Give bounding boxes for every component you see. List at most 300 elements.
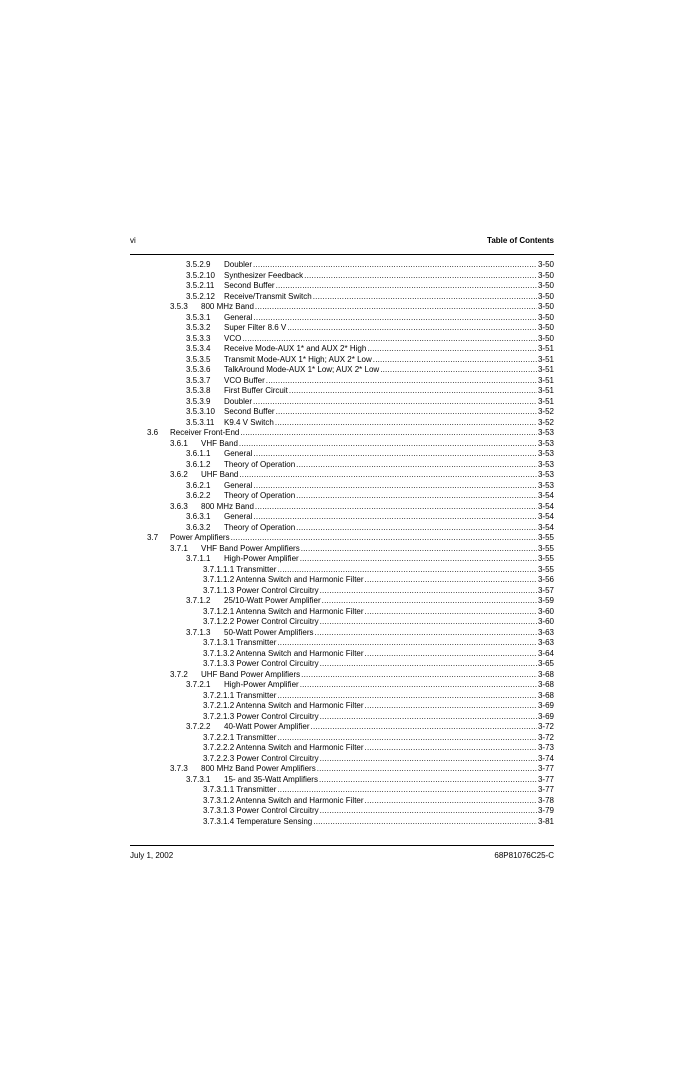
toc-entry[interactable] xyxy=(130,334,554,345)
toc-entry-number: 3.5.3 xyxy=(170,302,188,311)
toc-entry-number: 3.7 xyxy=(147,533,159,542)
toc-dot-leader xyxy=(365,701,537,712)
toc-dot-leader xyxy=(300,680,537,691)
toc-dot-leader xyxy=(317,764,537,775)
toc-entry-number: 3.5.3.9 xyxy=(186,396,211,406)
toc-dot-leader xyxy=(296,491,537,502)
toc-entry-line xyxy=(203,659,554,670)
toc-dot-leader xyxy=(276,281,537,292)
footer-date: July 1, 2002 xyxy=(130,851,174,860)
toc-entry-line xyxy=(224,460,554,471)
toc-entry-page: 3-53 xyxy=(537,449,554,458)
toc-entry-number: 3.7.1.3 xyxy=(186,627,211,637)
toc-entry-page: 3-57 xyxy=(537,585,554,595)
toc-entry-title: UHF Band xyxy=(201,470,239,479)
toc-dot-leader xyxy=(296,460,537,471)
toc-entry[interactable] xyxy=(130,701,554,712)
footer-rule xyxy=(130,845,554,846)
toc-entry-title: Theory of Operation xyxy=(224,491,296,500)
toc-entry-number: 3.5.2.12 xyxy=(186,291,215,301)
toc-entry[interactable] xyxy=(130,764,554,775)
toc-entry[interactable] xyxy=(130,470,554,481)
toc-entry-number: 3.6.2 xyxy=(170,470,188,479)
toc-entry-page: 3-50 xyxy=(537,260,554,269)
toc-entry-page: 3-79 xyxy=(537,806,554,815)
toc-dot-leader xyxy=(313,292,537,303)
toc-entry-title: High-Power Amplifier xyxy=(224,554,299,563)
toc-entry-number: 3.5.3.2 xyxy=(186,323,211,332)
toc-entry-number: 3.5.3.11 xyxy=(186,417,215,427)
toc-dot-leader xyxy=(320,586,537,597)
page-label: vi xyxy=(130,236,136,245)
toc-entry-line xyxy=(224,355,554,366)
toc-entry-title: K9.4 V Switch xyxy=(224,417,274,427)
toc-entry-title: Receiver Front-End xyxy=(170,428,240,437)
toc-dot-leader xyxy=(275,418,537,429)
toc-dot-leader xyxy=(373,355,537,366)
toc-entry[interactable] xyxy=(130,407,554,418)
toc-entry-number: 3.5.2.11 xyxy=(186,281,215,290)
toc-entry-number: 3.6.1.2 xyxy=(186,459,211,469)
toc-entry-title: 3.7.3.1.3 Power Control Circuitry xyxy=(203,806,319,815)
toc-entry-line xyxy=(203,691,554,702)
toc-dot-leader xyxy=(300,554,537,565)
toc-entry-line xyxy=(203,565,554,576)
toc-entry-line xyxy=(224,292,554,303)
toc-entry-title: 800 MHz Band xyxy=(201,501,254,511)
toc-entry-line xyxy=(224,344,554,355)
page-header xyxy=(130,236,554,248)
toc-dot-leader xyxy=(320,617,537,628)
toc-entry[interactable] xyxy=(130,554,554,565)
toc-entry-line xyxy=(224,775,554,786)
toc-entry-line xyxy=(224,418,554,429)
toc-entry[interactable] xyxy=(130,785,554,796)
toc-entry[interactable] xyxy=(130,617,554,628)
toc-entry-page: 3-53 xyxy=(537,470,554,479)
toc-entry-line xyxy=(224,313,554,324)
toc-entry-line xyxy=(224,491,554,502)
toc-dot-leader xyxy=(240,428,537,439)
toc-dot-leader xyxy=(289,386,537,397)
toc-entry-page: 3-52 xyxy=(537,417,554,427)
toc-entry-page: 3-51 xyxy=(537,344,554,353)
toc-entry-title: 3.7.1.2.1 Antenna Switch and Harmonic Filter xyxy=(203,606,364,616)
toc-dot-leader xyxy=(365,743,537,754)
toc-entry-title: 3.7.1.1.1 Transmitter xyxy=(203,564,277,574)
toc-entry[interactable] xyxy=(130,680,554,691)
toc-entry-number: 3.5.2.10 xyxy=(186,270,215,280)
toc-entry-page: 3-77 xyxy=(537,774,554,784)
toc-dot-leader xyxy=(367,344,537,355)
toc-entry[interactable] xyxy=(130,691,554,702)
toc-entry[interactable] xyxy=(130,418,554,429)
toc-entry[interactable] xyxy=(130,428,554,439)
toc-entry-page: 3-53 xyxy=(537,459,554,469)
toc-entry-number: 3.6 xyxy=(147,428,159,437)
toc-entry-line xyxy=(224,386,554,397)
toc-entry-title: 3.7.2.2.3 Power Control Circuitry xyxy=(203,753,319,763)
toc-entry[interactable] xyxy=(130,722,554,733)
toc-entry-title: VHF Band xyxy=(201,438,238,448)
toc-entry-page: 3-51 xyxy=(537,375,554,385)
toc-entry-title: 3.7.3.1.1 Transmitter xyxy=(203,785,277,794)
toc-entry-title: 3.7.2.2.2 Antenna Switch and Harmonic Filter xyxy=(203,743,364,752)
toc-entry-page: 3-51 xyxy=(537,396,554,406)
toc-entry-page: 3-54 xyxy=(537,512,554,521)
toc-entry-number: 3.6.3 xyxy=(170,501,188,511)
toc-entry-page: 3-50 xyxy=(537,281,554,290)
toc-entry-page: 3-52 xyxy=(537,407,554,416)
toc-entry-number: 3.7.1 xyxy=(170,543,188,553)
toc-entry-number: 3.5.3.5 xyxy=(186,354,211,364)
toc-entry-line xyxy=(224,271,554,282)
toc-entry-page: 3-81 xyxy=(537,816,554,826)
toc-dot-leader xyxy=(365,575,537,586)
toc-entry-number: 3.5.3.1 xyxy=(186,312,211,322)
toc-dot-leader xyxy=(239,439,537,450)
toc-entry-title: 3.7.2.2.1 Transmitter xyxy=(203,732,277,742)
toc-entry-number: 3.5.2.9 xyxy=(186,260,211,269)
toc-entry[interactable] xyxy=(130,491,554,502)
toc-entry-page: 3-69 xyxy=(537,701,554,710)
toc-entry-number: 3.7.2 xyxy=(170,669,188,679)
toc-entry[interactable] xyxy=(130,565,554,576)
footer-doc-number: 68P81076C25-C xyxy=(494,851,554,860)
toc-entry[interactable] xyxy=(130,607,554,618)
toc-entry[interactable] xyxy=(130,376,554,387)
toc-entry-line xyxy=(224,523,554,534)
toc-entry-page: 3-55 xyxy=(537,564,554,574)
toc-entry-line xyxy=(224,680,554,691)
toc-entry[interactable] xyxy=(130,271,554,282)
toc-entry-line xyxy=(224,554,554,565)
toc-entry-line xyxy=(224,281,554,292)
toc-entry-line xyxy=(203,817,554,828)
toc-entry[interactable] xyxy=(130,512,554,523)
toc-entry[interactable] xyxy=(130,743,554,754)
toc-entry[interactable] xyxy=(130,365,554,376)
toc-entry-line xyxy=(224,481,554,492)
toc-entry[interactable] xyxy=(130,596,554,607)
toc-entry-title: VCO Buffer xyxy=(224,375,265,385)
toc-entry-title: 25/10-Watt Power Amplifier xyxy=(224,596,321,605)
toc-entry[interactable] xyxy=(130,281,554,292)
toc-entry-title: Second Buffer xyxy=(224,407,275,416)
toc-entry-title: 3.7.3.1.4 Temperature Sensing xyxy=(203,816,313,826)
toc-dot-leader xyxy=(380,365,537,376)
toc-entry-number: 3.6.3.2 xyxy=(186,522,211,532)
toc-dot-leader xyxy=(242,334,537,345)
toc-entry-title: 800 MHz Band xyxy=(201,302,254,311)
toc-entry-title: Receive Mode-AUX 1* and AUX 2* High xyxy=(224,344,367,353)
toc-dot-leader xyxy=(253,512,537,523)
toc-entry-title: Power Amplifiers xyxy=(170,533,230,542)
toc-entry-line xyxy=(201,764,554,775)
toc-entry-title: 3.7.2.1.2 Antenna Switch and Harmonic Filter xyxy=(203,701,364,710)
toc-entry[interactable] xyxy=(130,323,554,334)
toc-entry-number: 3.5.3.8 xyxy=(186,386,211,395)
toc-entry-line xyxy=(224,323,554,334)
toc-entry-line xyxy=(224,376,554,387)
toc-entry-title: 3.7.2.1.1 Transmitter xyxy=(203,690,277,700)
toc-dot-leader xyxy=(365,796,537,807)
toc-entry-line xyxy=(203,638,554,649)
toc-entry-line xyxy=(203,575,554,586)
toc-entry[interactable] xyxy=(130,302,554,313)
toc-entry[interactable] xyxy=(130,386,554,397)
toc-entry-number: 3.5.3.3 xyxy=(186,333,211,343)
toc-entry[interactable] xyxy=(130,439,554,450)
toc-entry-page: 3-54 xyxy=(537,501,554,511)
toc-entry-title: 3.7.1.1.3 Power Control Circuitry xyxy=(203,585,319,595)
toc-entry-title: 800 MHz Band Power Amplifiers xyxy=(201,764,316,773)
toc-entry-page: 3-60 xyxy=(537,617,554,626)
toc-entry[interactable] xyxy=(130,460,554,471)
toc-dot-leader xyxy=(301,670,537,681)
toc-dot-leader xyxy=(287,323,537,334)
toc-entry-line xyxy=(224,397,554,408)
toc-entry-title: VCO xyxy=(224,333,242,343)
toc-entry-line xyxy=(201,544,554,555)
toc-entry-title: 15- and 35-Watt Amplifiers xyxy=(224,774,318,784)
toc-entry-page: 3-68 xyxy=(537,680,554,689)
toc-entry[interactable] xyxy=(130,449,554,460)
toc-dot-leader xyxy=(320,754,537,765)
toc-entry-line xyxy=(201,670,554,681)
toc-dot-leader xyxy=(253,481,537,492)
toc-entry-title: Theory of Operation xyxy=(224,459,296,469)
toc-entry-line xyxy=(224,628,554,639)
toc-dot-leader xyxy=(253,449,537,460)
table-of-contents xyxy=(130,260,554,827)
toc-entry-line xyxy=(203,806,554,817)
toc-entry-line xyxy=(201,502,554,513)
toc-entry[interactable] xyxy=(130,355,554,366)
toc-dot-leader xyxy=(296,523,537,534)
toc-entry-title: Receive/Transmit Switch xyxy=(224,291,312,301)
toc-entry-title: General xyxy=(224,312,253,322)
toc-entry-line xyxy=(203,617,554,628)
toc-entry-title: Transmit Mode-AUX 1* High; AUX 2* Low xyxy=(224,354,372,364)
toc-entry-number: 3.5.3.6 xyxy=(186,365,211,374)
toc-dot-leader xyxy=(277,691,537,702)
toc-dot-leader xyxy=(277,733,537,744)
toc-entry-line xyxy=(224,449,554,460)
toc-entry[interactable] xyxy=(130,659,554,670)
toc-dot-leader xyxy=(239,470,537,481)
toc-entry-number: 3.5.3.10 xyxy=(186,407,215,416)
toc-entry-line xyxy=(170,428,554,439)
toc-entry-title: VHF Band Power Amplifiers xyxy=(201,543,300,553)
toc-entry[interactable] xyxy=(130,523,554,534)
toc-entry-number: 3.7.2.1 xyxy=(186,680,211,689)
toc-dot-leader xyxy=(301,544,537,555)
toc-entry[interactable] xyxy=(130,649,554,660)
toc-dot-leader xyxy=(365,607,537,618)
toc-dot-leader xyxy=(304,271,537,282)
toc-entry-line xyxy=(203,754,554,765)
toc-entry-title: Theory of Operation xyxy=(224,522,296,532)
toc-entry-line xyxy=(224,722,554,733)
toc-dot-leader xyxy=(253,260,537,271)
toc-entry-page: 3-77 xyxy=(537,785,554,794)
toc-entry-page: 3-50 xyxy=(537,270,554,280)
toc-dot-leader xyxy=(277,565,537,576)
toc-entry-title: General xyxy=(224,480,253,490)
toc-entry-line xyxy=(201,302,554,313)
toc-dot-leader xyxy=(276,407,537,418)
toc-entry[interactable] xyxy=(130,502,554,513)
toc-entry-line xyxy=(203,586,554,597)
header-title: Table of Contents xyxy=(487,236,554,245)
toc-entry[interactable] xyxy=(130,712,554,723)
toc-dot-leader xyxy=(255,302,537,313)
page-footer xyxy=(130,851,554,863)
toc-entry[interactable] xyxy=(130,544,554,555)
toc-entry-page: 3-55 xyxy=(537,554,554,563)
toc-entry-page: 3-63 xyxy=(537,627,554,637)
toc-dot-leader xyxy=(320,712,537,723)
toc-entry-number: 3.7.1.1 xyxy=(186,554,211,563)
toc-entry-line xyxy=(203,796,554,807)
toc-entry-line xyxy=(203,733,554,744)
toc-entry[interactable] xyxy=(130,638,554,649)
toc-entry[interactable] xyxy=(130,292,554,303)
toc-entry-line xyxy=(203,712,554,723)
toc-entry-line xyxy=(203,743,554,754)
toc-dot-leader xyxy=(365,649,537,660)
toc-entry-title: Second Buffer xyxy=(224,281,275,290)
toc-entry-number: 3.7.3 xyxy=(170,764,188,773)
toc-entry-page: 3-50 xyxy=(537,302,554,311)
toc-entry-title: 40-Watt Power Amplifier xyxy=(224,722,310,731)
toc-entry[interactable] xyxy=(130,481,554,492)
toc-dot-leader xyxy=(319,775,537,786)
toc-dot-leader xyxy=(253,313,537,324)
toc-entry[interactable] xyxy=(130,796,554,807)
toc-entry-line xyxy=(203,607,554,618)
toc-entry-title: First Buffer Circuit xyxy=(224,386,288,395)
toc-entry-page: 3-55 xyxy=(537,543,554,553)
toc-dot-leader xyxy=(311,722,537,733)
toc-entry-title: 3.7.1.1.2 Antenna Switch and Harmonic Filter xyxy=(203,575,364,584)
toc-dot-leader xyxy=(231,533,537,544)
toc-entry[interactable] xyxy=(130,670,554,681)
toc-entry-line xyxy=(224,334,554,345)
toc-entry-page: 3-54 xyxy=(537,522,554,532)
toc-entry-title: 3.7.1.3.3 Power Control Circuitry xyxy=(203,659,319,668)
toc-entry-page: 3-50 xyxy=(537,312,554,322)
toc-entry-page: 3-50 xyxy=(537,291,554,301)
toc-dot-leader xyxy=(320,659,537,670)
header-rule xyxy=(130,254,554,255)
toc-entry-title: General xyxy=(224,512,253,521)
toc-entry[interactable] xyxy=(130,733,554,744)
toc-entry-page: 3-53 xyxy=(537,480,554,490)
toc-entry-number: 3.7.1.2 xyxy=(186,596,211,605)
toc-dot-leader xyxy=(315,628,537,639)
toc-entry-title: 3.7.3.1.2 Antenna Switch and Harmonic Filter xyxy=(203,795,364,805)
toc-entry-title: UHF Band Power Amplifiers xyxy=(201,669,301,679)
toc-dot-leader xyxy=(313,817,537,828)
toc-entry-page: 3-56 xyxy=(537,575,554,584)
toc-entry-title: High-Power Amplifier xyxy=(224,680,299,689)
toc-entry-number: 3.6.2.1 xyxy=(186,480,211,490)
toc-entry-number: 3.5.3.4 xyxy=(186,344,211,353)
toc-entry[interactable] xyxy=(130,628,554,639)
toc-entry[interactable] xyxy=(130,586,554,597)
toc-entry-line xyxy=(224,260,554,271)
toc-entry-page: 3-63 xyxy=(537,638,554,647)
toc-entry-page: 3-60 xyxy=(537,606,554,616)
toc-dot-leader xyxy=(320,806,537,817)
toc-entry-line xyxy=(203,785,554,796)
toc-entry-page: 3-64 xyxy=(537,648,554,658)
toc-entry-page: 3-72 xyxy=(537,722,554,731)
toc-dot-leader xyxy=(253,397,537,408)
toc-entry[interactable] xyxy=(130,533,554,544)
toc-entry-title: Super Filter 8.6 V xyxy=(224,323,287,332)
toc-entry[interactable] xyxy=(130,344,554,355)
toc-entry-title: Doubler xyxy=(224,260,253,269)
toc-entry-number: 3.7.2.2 xyxy=(186,722,211,731)
toc-entry-line xyxy=(203,649,554,660)
toc-dot-leader xyxy=(277,638,537,649)
toc-entry-line xyxy=(203,701,554,712)
toc-entry-title: 3.7.1.3.1 Transmitter xyxy=(203,638,277,647)
toc-entry[interactable] xyxy=(130,397,554,408)
toc-dot-leader xyxy=(277,785,537,796)
toc-entry-title: 3.7.1.2.2 Power Control Circuitry xyxy=(203,617,319,626)
toc-entry-page: 3-65 xyxy=(537,659,554,668)
toc-entry-page: 3-73 xyxy=(537,743,554,752)
toc-entry[interactable] xyxy=(130,775,554,786)
toc-entry[interactable] xyxy=(130,754,554,765)
toc-entry-title: Synthesizer Feedback xyxy=(224,270,304,280)
toc-entry-page: 3-74 xyxy=(537,753,554,763)
toc-entry-number: 3.6.1 xyxy=(170,438,188,448)
toc-entry-line xyxy=(170,533,554,544)
toc-entry-page: 3-77 xyxy=(537,764,554,773)
toc-entry[interactable] xyxy=(130,260,554,271)
toc-entry-line xyxy=(201,439,554,450)
toc-entry-number: 3.6.1.1 xyxy=(186,449,211,458)
toc-entry[interactable] xyxy=(130,806,554,817)
toc-entry-page: 3-51 xyxy=(537,386,554,395)
toc-entry-line xyxy=(224,365,554,376)
toc-entry-page: 3-50 xyxy=(537,333,554,343)
toc-entry-title: 3.7.1.3.2 Antenna Switch and Harmonic Filter xyxy=(203,648,364,658)
toc-entry-page: 3-78 xyxy=(537,795,554,805)
toc-entry-page: 3-59 xyxy=(537,596,554,605)
toc-entry-number: 3.6.3.1 xyxy=(186,512,211,521)
toc-entry-number: 3.6.2.2 xyxy=(186,491,211,500)
toc-entry-page: 3-54 xyxy=(537,491,554,500)
toc-entry-number: 3.5.3.7 xyxy=(186,375,211,385)
toc-entry-title: General xyxy=(224,449,253,458)
toc-entry-page: 3-50 xyxy=(537,323,554,332)
toc-entry-page: 3-68 xyxy=(537,669,554,679)
toc-entry-page: 3-55 xyxy=(537,533,554,542)
toc-entry-page: 3-69 xyxy=(537,711,554,721)
toc-entry-number: 3.7.3.1 xyxy=(186,774,211,784)
toc-entry[interactable] xyxy=(130,817,554,828)
toc-entry[interactable] xyxy=(130,575,554,586)
toc-entry-page: 3-53 xyxy=(537,428,554,437)
toc-entry[interactable] xyxy=(130,313,554,324)
toc-entry-title: Doubler xyxy=(224,396,253,406)
